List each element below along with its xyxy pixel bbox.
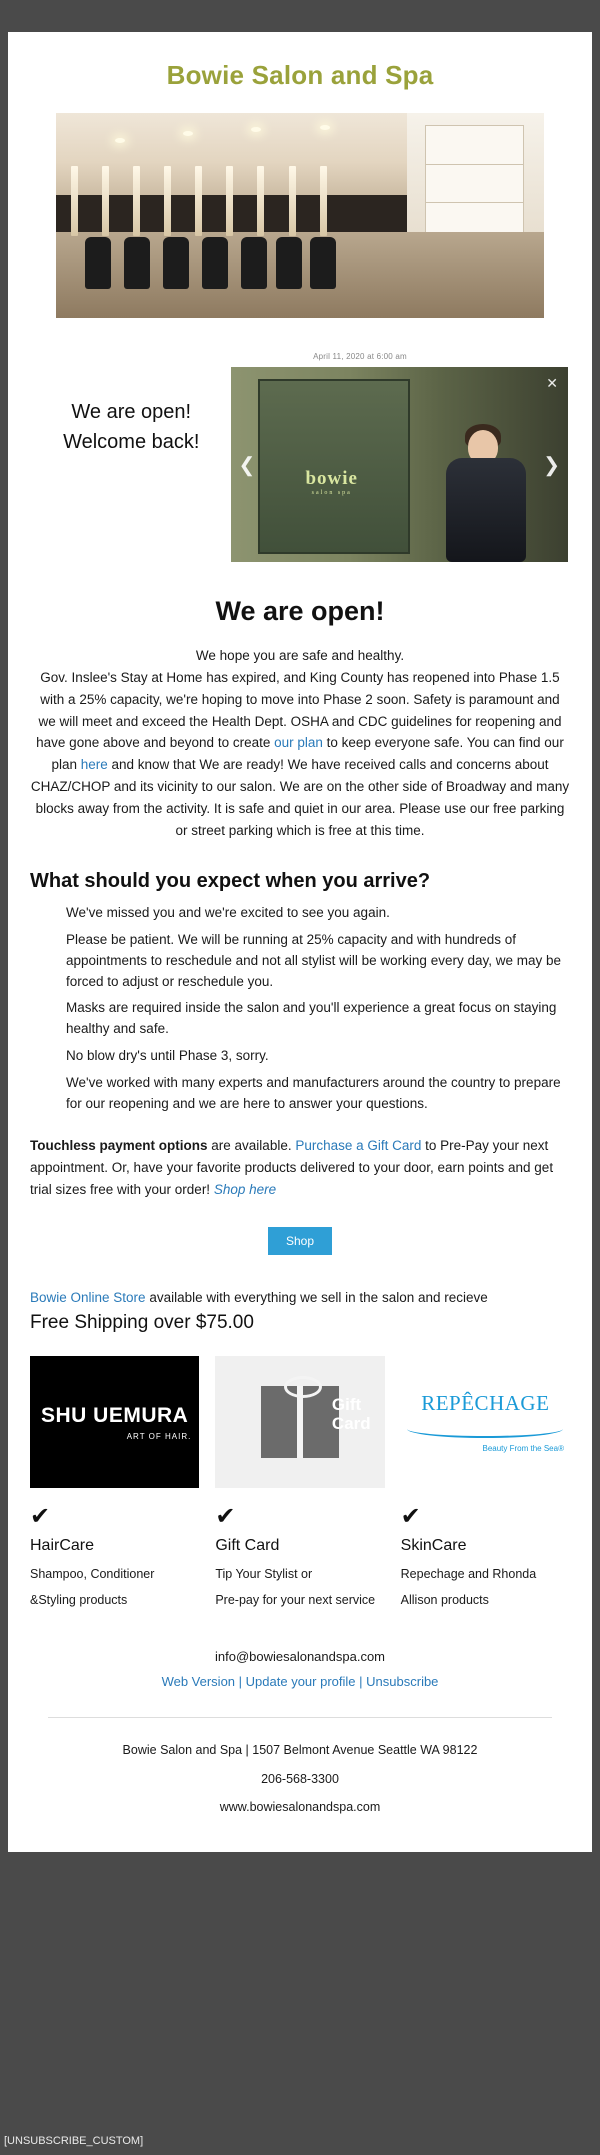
expect-heading: What should you expect when you arrive? (30, 869, 431, 892)
our-plan-link[interactable]: our plan (274, 735, 323, 751)
gift-label-line1: Gift (331, 1395, 362, 1415)
bowie-online-store-link[interactable]: Bowie Online Store (30, 1289, 146, 1305)
list-item: We've worked with many experts and manufacturers around the country to prepare for our reopening and we are here to answer your questions. (66, 1075, 561, 1112)
free-shipping-text: Free Shipping over $75.00 (30, 1312, 254, 1334)
open-message-line2: Welcome back! (63, 431, 200, 453)
main-paragraph (8, 645, 592, 842)
expect-list (8, 903, 592, 1115)
footer-website: www.bowiesalonandspa.com (219, 1800, 381, 1815)
hero-light (115, 138, 125, 143)
paragraph-part-1: We hope you are safe and healthy. (195, 648, 405, 663)
link-separator: | (359, 1674, 363, 1690)
check-icon: ✔ (215, 1503, 236, 1531)
footer-address-block (8, 1730, 592, 1852)
check-icon: ✔ (400, 1503, 421, 1531)
footer-links (30, 1670, 570, 1695)
web-version-link[interactable]: Web Version (161, 1674, 236, 1690)
card-haircare (30, 1356, 199, 1617)
chevron-left-icon[interactable]: ❮ (238, 454, 256, 476)
gift-bow (284, 1376, 322, 1398)
repechage-tagline: Beauty From the Sea® (482, 1444, 564, 1454)
touchless-text-1: are available. (207, 1138, 296, 1154)
page-title: Bowie Salon and Spa (166, 60, 434, 90)
shop-button-wrap (8, 1201, 592, 1277)
card-desc-line2: Pre-pay for your next service (215, 1593, 376, 1608)
product-cards (8, 1334, 592, 1617)
card-desc-line1: Tip Your Stylist or (215, 1567, 313, 1582)
paragraph-part-2: Gov. Inslee's Stay at Home has expired, and King County has reopened into Phase 1.5 with a 25% capacity, we're hoping to move into Phase 2 soon. Safety is paramount and we will meet and exceed the Health Dept. OSHA and CDC guidelines for reopening and have gone above and beyond to create (36, 669, 562, 751)
shu-uemura-logo[interactable] (30, 1356, 199, 1488)
footer-phone: 206-568-3300 (261, 1771, 339, 1786)
photo-logo-sub: salon spa (311, 490, 352, 497)
online-store-text: available with everything we sell in the salon and recieve (145, 1289, 488, 1305)
photo-block (8, 352, 592, 562)
repechage-wave (407, 1420, 563, 1438)
chevron-right-icon[interactable]: ❯ (543, 454, 560, 476)
list-item: We've missed you and we're excited to see you again. (66, 904, 390, 920)
photo-bowie-logo (271, 468, 392, 499)
close-icon[interactable]: ✕ (546, 375, 558, 391)
open-message-line1: We are open! (71, 401, 192, 423)
paragraph-part-4: and know that We are ready! We have received calls and concerns about CHAZ/CHOP and its vicinity to our salon. We are on the other side of Broadway and many blocks away from the activity. It is safe and quiet in our area. Please use our free parking or street parking which is free at this time. (30, 757, 570, 838)
shu-uemura-tagline: ART OF HAIR. (126, 1431, 192, 1441)
repechage-name: REPÊCHAGE (421, 1391, 550, 1416)
gift-label-line2: Card (331, 1413, 371, 1433)
card-desc-line2: Allison products (400, 1593, 489, 1608)
card-desc-line1: Repechage and Rhonda (400, 1567, 537, 1582)
hero-product-shelf (425, 125, 525, 242)
footer-divider (48, 1717, 552, 1718)
unsubscribe-link[interactable]: Unsubscribe (366, 1674, 439, 1690)
email-body (8, 32, 592, 1852)
card-desc-line1: Shampoo, Conditioner (30, 1567, 155, 1582)
photo-person (438, 412, 534, 562)
list-item: Please be patient. We will be running at 25% capacity and with hundreds of appointments to reschedule and not all stylist will be working every day, we may be forced to adjust or reschedule you. (66, 931, 561, 989)
touchless-text-2: to Pre-Pay your next appointment. Or, have your favorite products delivered to your door, earn points and get trial sizes free with your order! (30, 1138, 554, 1197)
touchless-paragraph (8, 1121, 592, 1201)
main-heading: We are open! (215, 596, 385, 626)
card-title: SkinCare (400, 1537, 467, 1555)
photo-door (258, 379, 410, 555)
person-coat (446, 458, 526, 562)
footer-address: Bowie Salon and Spa | 1507 Belmont Avenue Seattle WA 98122 (122, 1742, 478, 1757)
purchase-gift-card-link[interactable]: Purchase a Gift Card (295, 1138, 422, 1154)
online-store-line (8, 1277, 592, 1309)
card-skincare (401, 1356, 570, 1617)
paragraph-part-3: to keep everyone safe. You can find our plan (51, 735, 564, 773)
gift-card-label (332, 1396, 371, 1433)
touchless-bold: Touchless payment options (30, 1138, 208, 1154)
shop-here-link[interactable]: Shop here (213, 1181, 277, 1197)
open-message (32, 367, 231, 457)
card-title: Gift Card (215, 1537, 280, 1555)
unsubscribe-custom-tag: [UNSUBSCRIBE_CUSTOM] (4, 2135, 144, 2147)
hero-mirror-row (71, 166, 354, 236)
shu-uemura-name: SHU UEMURA (40, 1403, 189, 1427)
photo-date: April 11, 2020 at 6:00 am (313, 352, 407, 361)
list-item: Masks are required inside the salon and you'll experience a great focus on staying healthy and safe. (66, 1000, 557, 1037)
hero-image-wrap (8, 113, 592, 318)
photo-logo-text: bowie (305, 468, 358, 490)
check-icon: ✔ (30, 1503, 51, 1531)
footer-email: info@bowiesalonandspa.com (214, 1649, 386, 1665)
link-separator: | (238, 1674, 243, 1690)
card-desc-line2: &Styling products (30, 1593, 128, 1608)
footer-contact (8, 1617, 592, 1704)
salon-interior-image (56, 113, 544, 318)
update-profile-link[interactable]: Update your profile (245, 1674, 356, 1690)
repechage-logo[interactable] (401, 1356, 570, 1488)
salon-entrance-photo (231, 367, 568, 562)
gift-card-image[interactable] (215, 1356, 384, 1488)
shop-button[interactable]: Shop (268, 1227, 332, 1255)
card-gift-card (215, 1356, 384, 1617)
gift-box-graphic (261, 1386, 339, 1458)
here-link[interactable]: here (80, 757, 108, 773)
list-item: No blow dry's until Phase 3, sorry. (66, 1048, 269, 1064)
card-title: HairCare (30, 1537, 95, 1555)
